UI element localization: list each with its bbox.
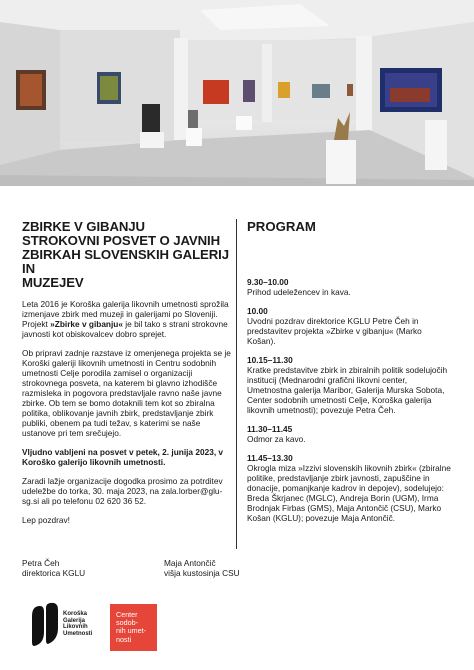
program-column bbox=[247, 219, 452, 532]
intro-text-end: je bil tako s strani strokovne javnosti kot obiskovalcev dobro sprejet. bbox=[22, 319, 228, 339]
intro-text: Leta 2016 je Koroška galerija likovnih umetnosti sprožila izmenjave zbirk med muzeji in galerijami po Sloveniji. Projekt bbox=[22, 299, 229, 329]
event-subtitle bbox=[22, 234, 234, 290]
kglu-mark-icon bbox=[30, 602, 60, 648]
program-item bbox=[247, 355, 452, 415]
subtitle-line: STROKOVNI POSVET O JAVNIH bbox=[22, 233, 221, 248]
program-time: 10.00 bbox=[247, 306, 268, 316]
program-time: 10.15–11.30 bbox=[247, 355, 293, 365]
csu-word: Center bbox=[116, 610, 138, 619]
program-text: Prihod udeležencev in kava. bbox=[247, 287, 351, 297]
event-title: ZBIRKE V GIBANJU bbox=[22, 219, 145, 234]
signer-role: direktorica KGLU bbox=[22, 568, 86, 578]
program-time: 11.30–11.45 bbox=[247, 424, 293, 434]
csu-word: nosti bbox=[116, 634, 132, 644]
project-name: »Zbirke v gibanju« bbox=[50, 319, 123, 329]
column-divider bbox=[236, 219, 237, 549]
context-paragraph: Ob pripravi zadnje razstave iz omenjenega projekta se je Koroški galeriji likovnih umetnosti in Centru sodobnih umetnosti Celje porodila zamisel o organizaciji strokovnega posveta, na katerem bi glavno izhodišče razmisleka in pogovora predstavljale ravno naše javne zbirke. Ob tem se bomo dotaknili tem kot so zbiralna politika, oblikovanje javnih zbirk, predstavljanje zbirk publiki, obenem pa tudi težav, s katerimi se naše ustanove pri tem srečujejo. bbox=[22, 348, 231, 438]
signature-left bbox=[22, 558, 85, 578]
signature-right bbox=[164, 558, 240, 578]
gallery-interior-illustration bbox=[0, 0, 474, 186]
program-text: Okrogla miza »Izzivi slovenskih likovnih zbirk« (zbiralne politike, predstavljanje zbirk javnosti, zapuščine in donacije, pomanjkanje kadrov in depojev), sodelujejo: Breda Škrjanec (MGLC), Andreja Borin (UGM), Irma Brodnjak Firbas (GMS), Maja Antončič (CSU), Marko Košan (KGLU); povezuje Maja Antončič. bbox=[247, 463, 451, 523]
subtitle-line: ZBIRKAH SLOVENSKIH GALERIJ IN bbox=[22, 247, 229, 276]
signer-role: višja kustosinja CSU bbox=[164, 568, 240, 578]
program-time: 9.30–10.00 bbox=[247, 277, 289, 287]
invitation-text: Vljudno vabljeni na posvet v petek, 2. junija 2023, v Koroško galerijo likovnih umetnosti. bbox=[22, 447, 224, 467]
csu-wordmark bbox=[116, 611, 146, 644]
kglu-word: Galerija bbox=[63, 617, 86, 624]
program-title: PROGRAM bbox=[247, 219, 316, 234]
csu-word: sodob- bbox=[116, 618, 138, 628]
program-text: Kratke predstavitve zbirk in zbiralnih politik sodelujočih institucij (Mednarodni grafični likovni center, Umetnostna galerija Maribor, Galerija Murska Sobota, Center sodobnih umetnosti Celje, Koroška galerija likovnih umetnosti); povezuje Petra Čeh. bbox=[247, 365, 448, 415]
kglu-word: Umetnosti bbox=[63, 630, 93, 637]
subtitle-line: MUZEJEV bbox=[22, 275, 84, 290]
signer-name: Maja Antončič bbox=[164, 558, 216, 568]
program-item bbox=[247, 424, 452, 444]
kglu-logo bbox=[30, 602, 120, 650]
invitation-column bbox=[22, 219, 234, 534]
kglu-wordmark bbox=[63, 611, 92, 637]
kglu-word: Koroška bbox=[63, 611, 88, 617]
intro-paragraph bbox=[22, 299, 234, 339]
rsvp-paragraph: Zaradi lažje organizacije dogodka prosimo za potrditev udeležbe do torka, 30. maja 2023, na zala.lorber@glu-sg.si ali po telefonu 02 620 36 52. bbox=[22, 476, 223, 506]
program-item bbox=[247, 453, 452, 523]
program-item bbox=[247, 277, 452, 297]
program-text: Odmor za kavo. bbox=[247, 434, 306, 444]
program-time: 11.45–13.30 bbox=[247, 453, 293, 463]
kglu-word: Likovnih bbox=[63, 624, 88, 631]
program-text: Uvodni pozdrav direktorice KGLU Petre Čeh in predstavitev projekta »Zbirke v gibanju« (Marko Košan). bbox=[247, 316, 422, 346]
greeting: Lep pozdrav! bbox=[22, 515, 70, 525]
gallery-photo bbox=[0, 0, 474, 186]
csu-logo bbox=[110, 604, 157, 651]
program-item bbox=[247, 306, 452, 346]
csu-word: nih umet- bbox=[116, 626, 146, 636]
signer-name: Petra Čeh bbox=[22, 558, 60, 568]
